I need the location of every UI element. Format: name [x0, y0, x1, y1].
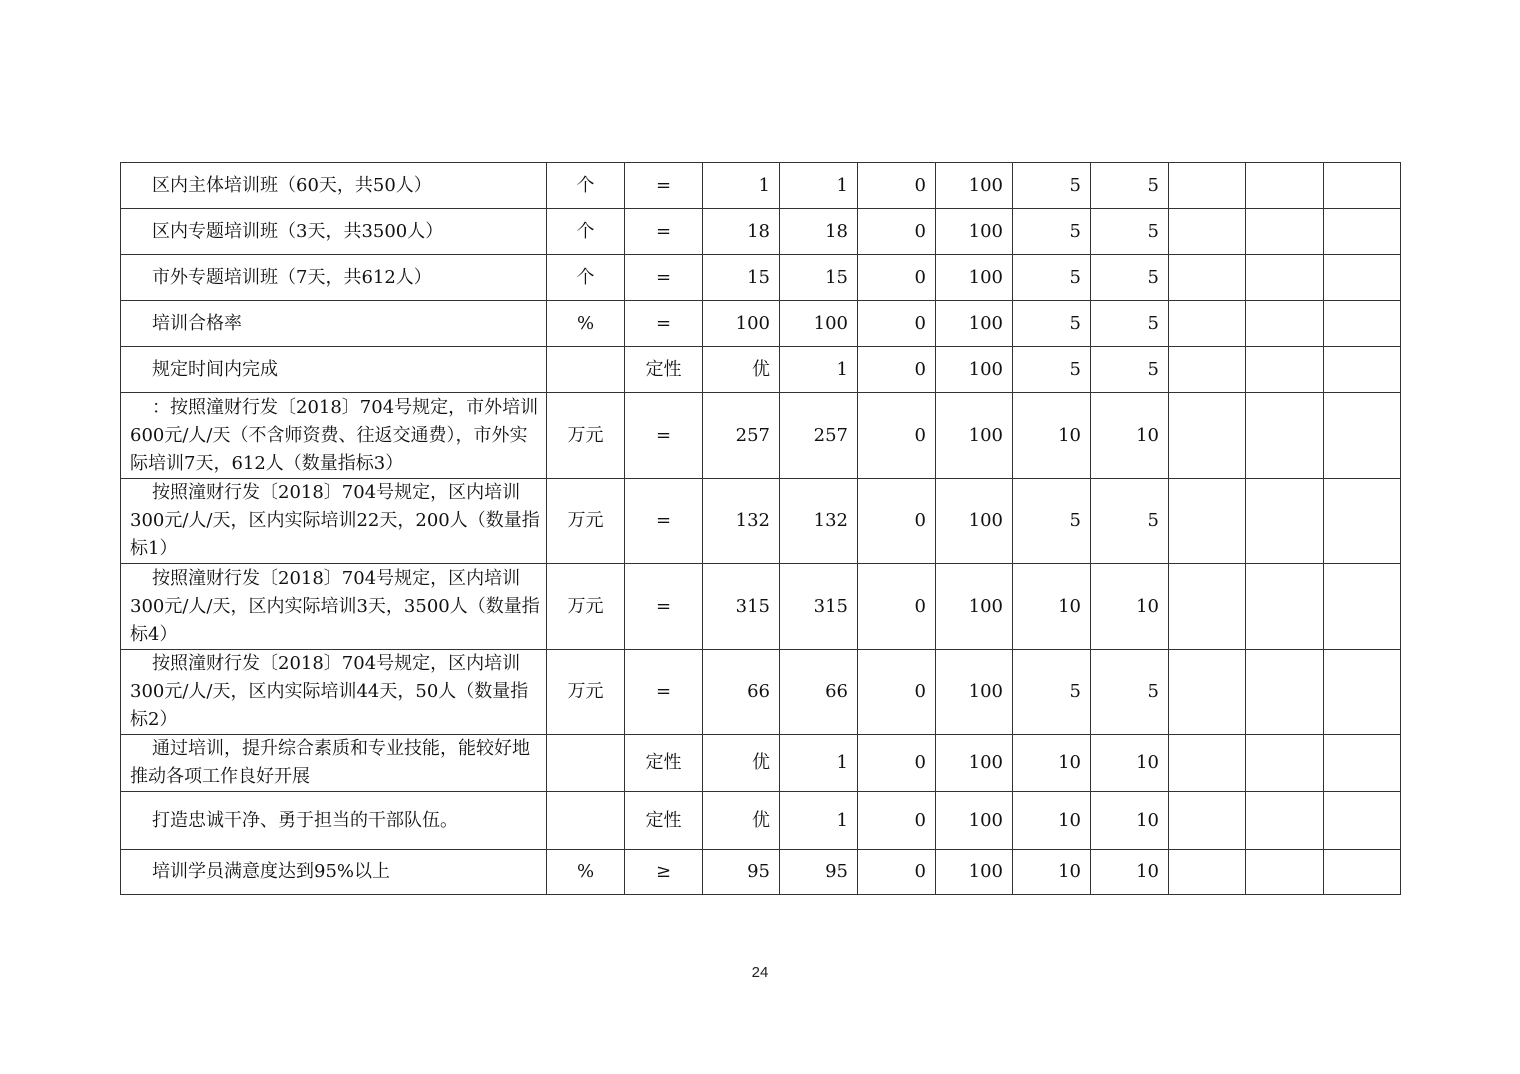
full-score-cell: 5 — [1013, 479, 1091, 564]
operator-cell: ≥ — [625, 850, 703, 895]
empty-cell — [1169, 850, 1246, 895]
full-score-cell: 5 — [1013, 255, 1091, 301]
empty-cell — [1324, 735, 1401, 792]
target-value-cell: 1 — [703, 163, 780, 209]
target-value-cell: 优 — [703, 347, 780, 393]
unit-cell — [547, 735, 625, 792]
rate-cell: 100 — [936, 792, 1013, 850]
empty-cell — [1246, 650, 1324, 735]
unit-cell: 个 — [547, 209, 625, 255]
target-value-cell: 315 — [703, 564, 780, 650]
rate-cell: 100 — [936, 393, 1013, 479]
full-score-cell: 10 — [1013, 792, 1091, 850]
table-row — [121, 347, 1401, 393]
score-cell: 10 — [1091, 393, 1169, 479]
indicator-description: 培训学员满意度达到95%以上 — [121, 850, 547, 895]
indicator-description: 规定时间内完成 — [121, 347, 547, 393]
target-value-cell: 优 — [703, 735, 780, 792]
empty-cell — [1246, 850, 1324, 895]
empty-cell — [1246, 393, 1324, 479]
target-value-cell: 100 — [703, 301, 780, 347]
full-score-cell: 5 — [1013, 163, 1091, 209]
operator-cell: 定性 — [625, 347, 703, 393]
indicator-description: 通过培训，提升综合素质和专业技能，能较好地推动各项工作良好开展 — [121, 735, 547, 792]
operator-cell: = — [625, 564, 703, 650]
rate-cell: 100 — [936, 301, 1013, 347]
target-value-cell: 66 — [703, 650, 780, 735]
target-value-cell: 15 — [703, 255, 780, 301]
empty-cell — [1246, 209, 1324, 255]
empty-cell — [1246, 564, 1324, 650]
actual-value-cell: 132 — [780, 479, 858, 564]
indicator-description: 区内主体培训班（60天，共50人） — [121, 163, 547, 209]
full-score-cell: 10 — [1013, 564, 1091, 650]
indicator-description: 按照潼财行发〔2018〕704号规定，区内培训300元/人/天，区内实际培训3天，3500人（数量指标4） — [121, 564, 547, 650]
empty-cell — [1324, 209, 1401, 255]
empty-cell — [1246, 347, 1324, 393]
table-row — [121, 255, 1401, 301]
actual-value-cell: 1 — [780, 735, 858, 792]
table-row — [121, 650, 1401, 735]
rate-cell: 100 — [936, 479, 1013, 564]
score-cell: 5 — [1091, 255, 1169, 301]
empty-cell — [1169, 163, 1246, 209]
empty-cell — [1169, 255, 1246, 301]
rate-cell: 100 — [936, 650, 1013, 735]
operator-cell: = — [625, 393, 703, 479]
value-cell: 0 — [858, 479, 936, 564]
unit-cell: 万元 — [547, 479, 625, 564]
empty-cell — [1169, 347, 1246, 393]
target-value-cell: 优 — [703, 792, 780, 850]
empty-cell — [1169, 393, 1246, 479]
empty-cell — [1169, 735, 1246, 792]
table-row — [121, 479, 1401, 564]
actual-value-cell: 1 — [780, 163, 858, 209]
actual-value-cell: 15 — [780, 255, 858, 301]
empty-cell — [1246, 735, 1324, 792]
empty-cell — [1324, 479, 1401, 564]
indicator-description: 打造忠诚干净、勇于担当的干部队伍。 — [121, 792, 547, 850]
empty-cell — [1324, 163, 1401, 209]
table-row — [121, 209, 1401, 255]
score-cell: 5 — [1091, 209, 1169, 255]
value-cell: 0 — [858, 209, 936, 255]
empty-cell — [1246, 301, 1324, 347]
actual-value-cell: 95 — [780, 850, 858, 895]
empty-cell — [1324, 792, 1401, 850]
value-cell: 0 — [858, 393, 936, 479]
empty-cell — [1169, 301, 1246, 347]
empty-cell — [1169, 650, 1246, 735]
rate-cell: 100 — [936, 255, 1013, 301]
score-cell: 10 — [1091, 735, 1169, 792]
actual-value-cell: 66 — [780, 650, 858, 735]
full-score-cell: 10 — [1013, 393, 1091, 479]
rate-cell: 100 — [936, 347, 1013, 393]
score-cell: 5 — [1091, 650, 1169, 735]
empty-cell — [1324, 850, 1401, 895]
empty-cell — [1246, 792, 1324, 850]
operator-cell: = — [625, 479, 703, 564]
unit-cell — [547, 347, 625, 393]
indicator-description: 市外专题培训班（7天，共612人） — [121, 255, 547, 301]
unit-cell: 万元 — [547, 650, 625, 735]
actual-value-cell: 18 — [780, 209, 858, 255]
full-score-cell: 5 — [1013, 347, 1091, 393]
empty-cell — [1324, 347, 1401, 393]
value-cell: 0 — [858, 347, 936, 393]
unit-cell: % — [547, 850, 625, 895]
full-score-cell: 10 — [1013, 735, 1091, 792]
empty-cell — [1324, 393, 1401, 479]
empty-cell — [1324, 564, 1401, 650]
actual-value-cell: 315 — [780, 564, 858, 650]
table-row — [121, 301, 1401, 347]
empty-cell — [1246, 479, 1324, 564]
score-cell: 5 — [1091, 347, 1169, 393]
empty-cell — [1324, 650, 1401, 735]
score-cell: 5 — [1091, 301, 1169, 347]
table-body — [121, 163, 1401, 895]
score-cell: 10 — [1091, 850, 1169, 895]
indicator-description: ：按照潼财行发〔2018〕704号规定，市外培训600元/人/天（不含师资费、往返交通费），市外实际培训7天，612人（数量指标3） — [121, 393, 547, 479]
rate-cell: 100 — [936, 163, 1013, 209]
operator-cell: 定性 — [625, 735, 703, 792]
rate-cell: 100 — [936, 735, 1013, 792]
actual-value-cell: 1 — [780, 347, 858, 393]
rate-cell: 100 — [936, 850, 1013, 895]
target-value-cell: 132 — [703, 479, 780, 564]
indicator-description: 培训合格率 — [121, 301, 547, 347]
full-score-cell: 5 — [1013, 301, 1091, 347]
operator-cell: = — [625, 209, 703, 255]
full-score-cell: 10 — [1013, 850, 1091, 895]
value-cell: 0 — [858, 163, 936, 209]
indicator-description: 按照潼财行发〔2018〕704号规定，区内培训300元/人/天，区内实际培训44天，50人（数量指标2） — [121, 650, 547, 735]
value-cell: 0 — [858, 735, 936, 792]
value-cell: 0 — [858, 850, 936, 895]
empty-cell — [1169, 564, 1246, 650]
actual-value-cell: 100 — [780, 301, 858, 347]
target-value-cell: 257 — [703, 393, 780, 479]
unit-cell: 个 — [547, 163, 625, 209]
value-cell: 0 — [858, 650, 936, 735]
table-row — [121, 850, 1401, 895]
table-row — [121, 792, 1401, 850]
unit-cell: % — [547, 301, 625, 347]
operator-cell: = — [625, 650, 703, 735]
operator-cell: 定性 — [625, 792, 703, 850]
rate-cell: 100 — [936, 564, 1013, 650]
unit-cell: 万元 — [547, 564, 625, 650]
score-cell: 5 — [1091, 479, 1169, 564]
operator-cell: = — [625, 255, 703, 301]
score-cell: 5 — [1091, 163, 1169, 209]
empty-cell — [1169, 479, 1246, 564]
score-cell: 10 — [1091, 564, 1169, 650]
actual-value-cell: 257 — [780, 393, 858, 479]
empty-cell — [1324, 301, 1401, 347]
table-row — [121, 163, 1401, 209]
unit-cell: 个 — [547, 255, 625, 301]
page-number: 24 — [751, 964, 769, 981]
empty-cell — [1169, 792, 1246, 850]
full-score-cell: 5 — [1013, 650, 1091, 735]
score-cell: 10 — [1091, 792, 1169, 850]
operator-cell: = — [625, 163, 703, 209]
unit-cell — [547, 792, 625, 850]
empty-cell — [1246, 255, 1324, 301]
table-row — [121, 393, 1401, 479]
unit-cell: 万元 — [547, 393, 625, 479]
indicator-description: 按照潼财行发〔2018〕704号规定，区内培训300元/人/天，区内实际培训22天，200人（数量指标1） — [121, 479, 547, 564]
value-cell: 0 — [858, 792, 936, 850]
table-row — [121, 564, 1401, 650]
empty-cell — [1246, 163, 1324, 209]
operator-cell: = — [625, 301, 703, 347]
performance-indicator-table — [120, 162, 1401, 895]
target-value-cell: 18 — [703, 209, 780, 255]
table-row — [121, 735, 1401, 792]
actual-value-cell: 1 — [780, 792, 858, 850]
rate-cell: 100 — [936, 209, 1013, 255]
value-cell: 0 — [858, 564, 936, 650]
empty-cell — [1324, 255, 1401, 301]
target-value-cell: 95 — [703, 850, 780, 895]
value-cell: 0 — [858, 301, 936, 347]
value-cell: 0 — [858, 255, 936, 301]
empty-cell — [1169, 209, 1246, 255]
indicator-description: 区内专题培训班（3天，共3500人） — [121, 209, 547, 255]
full-score-cell: 5 — [1013, 209, 1091, 255]
